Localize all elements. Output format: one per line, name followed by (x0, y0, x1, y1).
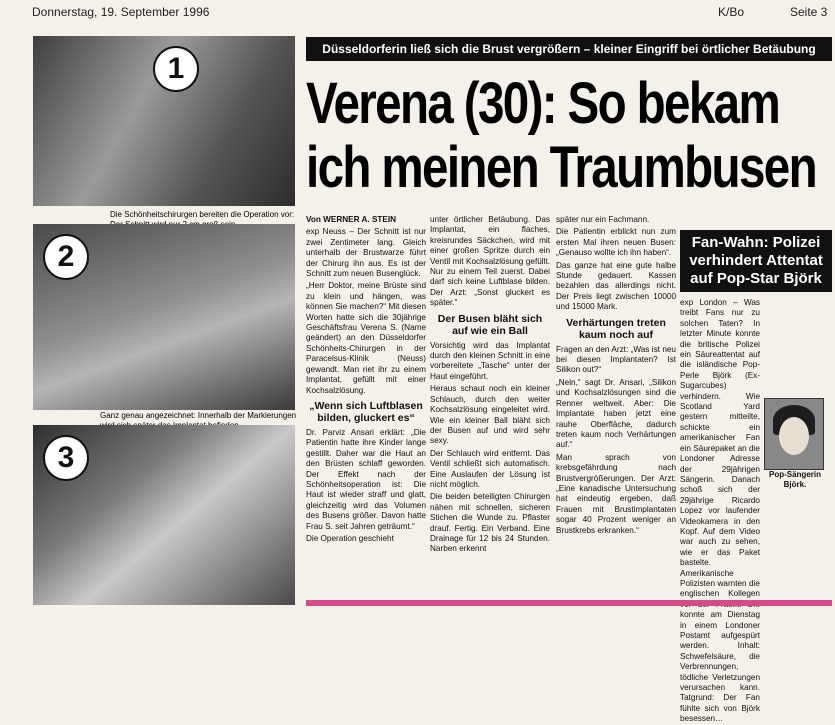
article-headline: Verena (30): So bekam ich meinen Traumbusen (306, 71, 817, 200)
paragraph: unter örtlicher Betäubung. Das Implantat, ein flaches, kreisrundes Säckchen, wird mit einer großen Spritze durch ein Ventil mit Kochsalzlösung gefüllt. Nur zu einem Teil zuerst. Dabei darf sich keine Luftblase bilden. Der Arzt: „Sonst gluckert es später.“ (430, 215, 550, 308)
paragraph: Vorsichtig wird das Implantat durch den kleinen Schnitt in eine vorbereitete „Tasche“ unter der Haut eingeführt. (430, 340, 550, 381)
photo-marking-implant (33, 224, 295, 410)
edition-code: K/Bo (718, 5, 745, 19)
paragraph: Die Operation geschieht (306, 533, 394, 543)
article-column-2 (430, 215, 550, 557)
bottom-color-strip (306, 600, 832, 606)
paragraph: „Nein,“ sagt Dr. Ansari, „Silikon und Kochsalzlösungen sind die Renner weltweit. Aber: Die Implantate haben jetzt eine rauhe Oberfläche, dadurch treten kaum noch Verhärtungen auf.“ (556, 377, 676, 450)
paragraph: Man sprach von krebsgefährdung nach Brustvergrößerungen. Der Arzt: „Eine kanadische Untersuchung hat eindeutig ergeben, daß Frauen mit Brustimplantaten sogar 40 Prozent weniger an Brustkrebs erkranken.“ (556, 452, 676, 535)
byline: Von WERNER A. STEIN (306, 215, 397, 224)
paragraph: Fragen an den Arzt: „Was ist neu bei diesen Implantaten? Ist Silikon out?“ (556, 344, 676, 375)
photo-number-2: 2 (43, 234, 89, 280)
sidebar-headline: Fan-Wahn: Polizei verhindert Attentat auf Pop-Star Björk (680, 230, 832, 292)
article-column-3 (556, 215, 676, 538)
subheading: Verhärtungen treten kaum noch auf (566, 316, 666, 341)
photo-implant-sachet (33, 425, 295, 605)
portrait-face (779, 417, 809, 455)
photo-number-3: 3 (43, 435, 89, 481)
subheading: „Wenn sich Luftblasen bilden, gluckert es“ (309, 399, 423, 424)
paragraph: exp Neuss – Der Schnitt ist nur zwei Zentimeter lang. Gleich unterhalb der Brustwarze führt der Chirurg ihn aus. Es ist der Schnitt zum neuen Busenglück. (306, 227, 426, 279)
photo-caption-2: Ganz genau angezeichnet: Innerhalb der Markierungen (100, 411, 297, 420)
issue-date: Donnerstag, 19. September 1996 (32, 5, 210, 19)
paragraph: Das ganze hat eine gute halbe Stunde gedauert. Kassen bezahlen das allerdings nicht. Der Preis liegt zwischen 10000 und 15000 Mark. (556, 260, 676, 312)
paragraph: „Herr Doktor, meine Brüste sind zu klein und hängen, was können Sie machen?“ Mit diesen Worten hatte sich die 30jährige Geschäftsfrau Verena S. (Name geändert) an den Düsseldorfer Schönheits-Chirurgen in der Paracelsus-Klinik (Neuss) gewandt. Man riet ihr zu einem Implantat, gefüllt mit einer Kochsalzlösung. (306, 281, 426, 395)
paragraph: Der Schlauch wird entfernt. Das Ventil schließt sich automatisch. Eine Auslaufen der Lösung ist nicht möglich. (430, 448, 550, 489)
article-column-1 (306, 215, 426, 546)
portrait-caption: Pop-Sängerin Björk. (768, 470, 821, 489)
photo-caption-1: Die Schönheitschirurgen bereiten die Operation vor: (110, 210, 295, 219)
paragraph: Die beiden beteiligten Chirurgen nähen mit schnellen, sicheren Stichen die Wunde zu. Pflaster drauf. Fertig. Ein Verband. Eine Drainage für 12 bis 24 Stunden. Narben erkennt (430, 492, 550, 554)
page-header (0, 0, 835, 24)
page-number: Seite 3 (790, 5, 828, 19)
sidebar-body: exp London – Was treibt Fans nur zu solchen Taten? In letzter Minute konnte die britische Polizei ein Säureattentat auf die isländische Pop-Perle Björk (Ex-Sugarcubes) verhindern. Wie Scotland Yard gestern mitteilte, schickte ein amerikanischer Fan ein Säurepaket an die Londoner Adresse der 29jährigen Sängerin. Danach schoß sich der 29jährige Ricardo Lopez vor laufender Videokamera in den Kopf. Auf dem Video war auch zu sehen, wie er das Paket bastelte. Amerikanische Polizisten warnten die englischen Kollegen konnte am Dienstag in einem Londoner Postamt aufgespürt werden. Inhalt: Schwefelsäure, die Verbrennungen, tödliche Verletzungen verursachen kann. Tatgrund: Der Fan fühlte sich von Björk besessen… (680, 298, 760, 724)
paragraph: Heraus schaut noch ein kleiner Schlauch, durch den weiter Kochsalzlösung eingeleitet wird. Wie ein kleiner Ball bläht sich der Busen auf und wird sehr sexy. (430, 384, 550, 446)
photo-surgeons-preparing (33, 36, 295, 206)
paragraph: später nur ein Fachmann. (556, 215, 650, 224)
photo-number-1: 1 (153, 46, 199, 92)
paragraph: Die Patientin erblickt nun zum ersten Mal ihren neuen Busen: „Genauso wollte ich ihn haben“. (556, 227, 676, 258)
subheading: Der Busen bläht sich auf wie ein Ball (437, 312, 543, 337)
article-kicker: Düsseldorferin ließ sich die Brust vergrößern – kleiner Eingriff bei örtlicher Betäubung (306, 37, 832, 61)
portrait-photo (764, 398, 824, 470)
paragraph: Dr. Parviz Ansari erklärt: „Die Patientin hatte ihre Kinder lange gestillt. Daher war die Haut an den Brüsten schlaff geworden. Der Effekt nach der Schönheitsoperation ist: Die Haut ist wieder straff und glatt, gleichzeitig wird das Volumen des Busens größer. Davon hatte Frau S. seit Jahren geträumt.“ (306, 427, 426, 531)
